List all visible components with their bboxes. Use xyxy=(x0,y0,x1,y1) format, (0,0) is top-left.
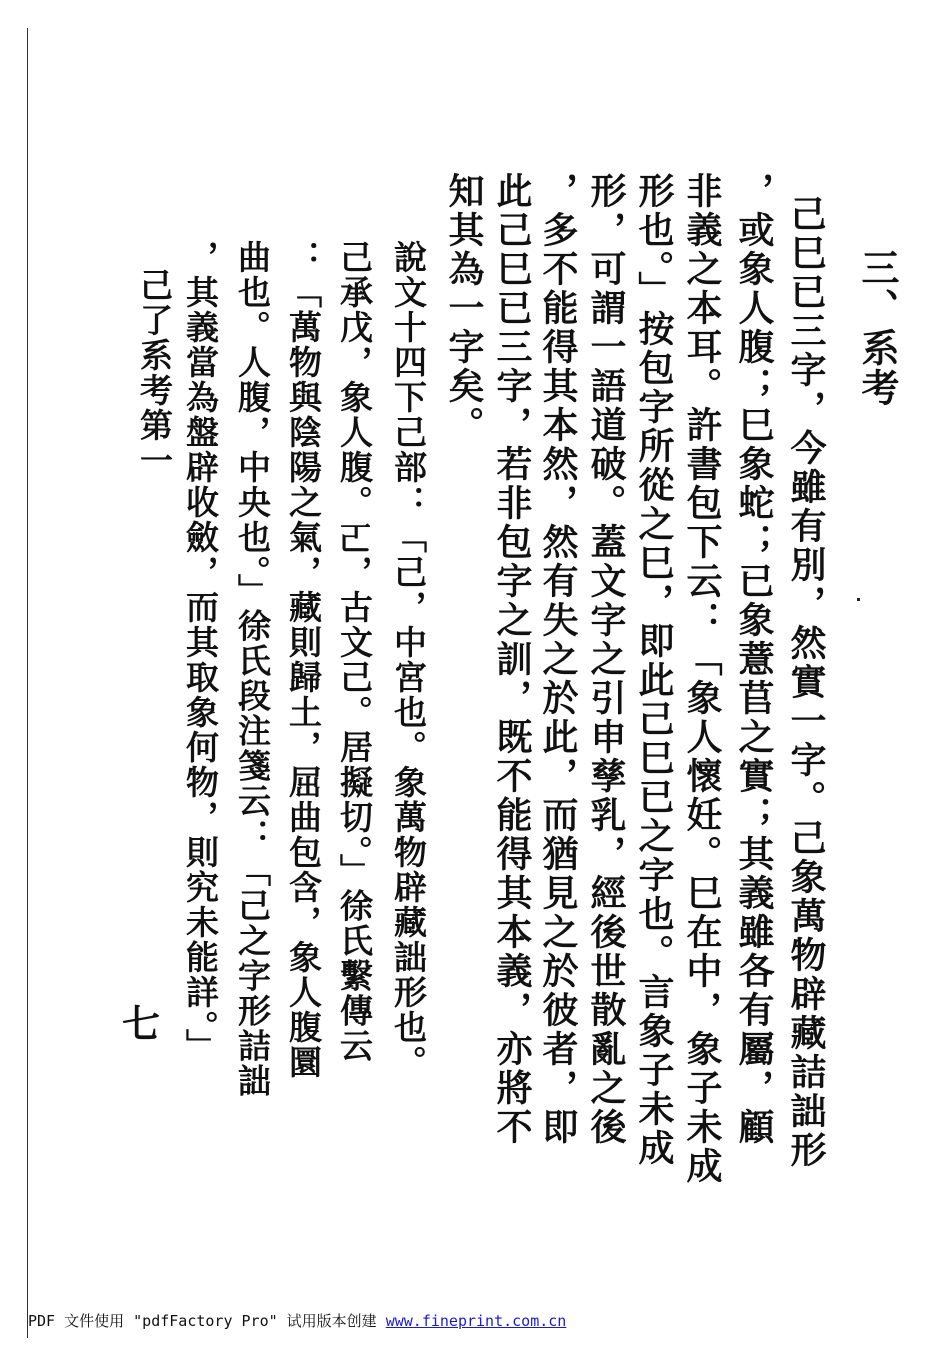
footer-text: PDF 文件使用 "pdfFactory Pro" 试用版本创建 xyxy=(28,1312,386,1330)
text-column-p1-1: 己巳已三字，今雖有別，然實一字。己象萬物辟藏詰詘形 xyxy=(785,195,827,1170)
text-column-p1-5: 形，可謂一語道破。蓋文字之引申孳乳，經後世散亂之後 xyxy=(585,172,627,1147)
text-column-p1-2: ，或象人腹；巳象蛇；已象薏苢之實；其義雖各有屬，顧 xyxy=(733,172,775,1147)
text-column-p1-3: 非義之本耳。許書包下云：「象人懷妊。巳在中，象子未成 xyxy=(681,172,723,1186)
text-column-p2-3: ：「萬物與陰陽之氣，藏則歸土，屈曲包含，象人腹圜 xyxy=(284,240,323,1080)
text-column-p2-2: 己承戊，象人腹。𠀀，古文己。居擬切。」徐氏繫傳云 xyxy=(335,240,374,1064)
left-margin-rule xyxy=(27,28,28,1338)
text-column-p1-8: 知其為一字矣。 xyxy=(443,172,485,445)
text-column-p2-1: 說文十四下己部：「己，中宮也。象萬物辟藏詘形也。 xyxy=(389,240,428,1080)
page-number: 七 xyxy=(122,1001,161,1046)
text-column-p1-4: 形也。」按包字所從之巳，即此己巳已之字也。言象子未成 xyxy=(633,172,675,1168)
footer-link[interactable]: www.fineprint.com.cn xyxy=(385,1312,567,1330)
text-column-p1-7: 此己巳已三字，若非包字之訓，既不能得其本義，亦將不 xyxy=(491,172,533,1147)
section-end-note: 己了系考第一 xyxy=(135,268,174,478)
text-column-p1-6: ，多不能得其本然，然有失之於此，而猶見之於彼者，即 xyxy=(537,172,579,1147)
text-column-p2-5: ，其義當為盤辟收斂，而其取象何物，則究未能詳。」 xyxy=(181,240,220,1064)
pdf-footer xyxy=(28,1310,566,1331)
stray-mark xyxy=(857,598,860,601)
page-title: 三、系考 xyxy=(855,248,900,408)
text-column-p2-4: 曲也。人腹，中央也。」徐氏段注箋云：「己之字形詰詘 xyxy=(233,240,272,1099)
